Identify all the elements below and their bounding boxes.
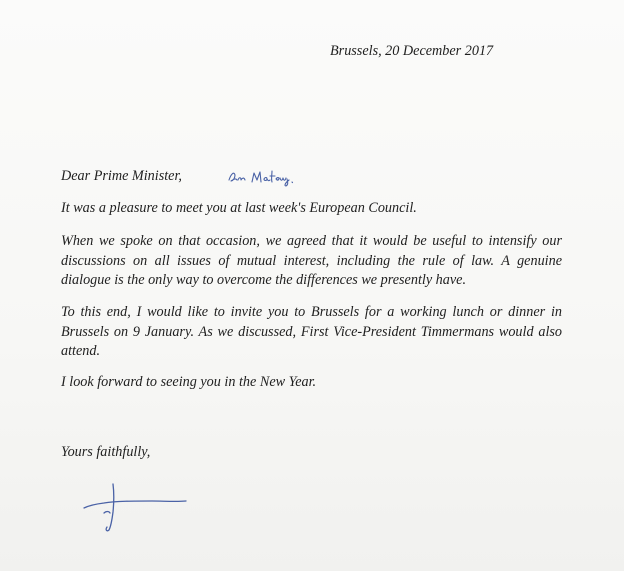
handwritten-greeting (226, 166, 296, 188)
date-line: Brussels, 20 December 2017 (330, 43, 494, 59)
signature (82, 478, 192, 534)
salutation: Dear Prime Minister, (61, 168, 182, 184)
paragraph-1: It was a pleasure to meet you at last week's European Council. (61, 200, 417, 216)
paragraph-2: When we spoke on that occasion, we agreed that it would be useful to intensify our discussions on all issues of mutual interest, including the rule of law. A genuine dialogue is the only way to overcome the differences we presently have. (61, 233, 562, 288)
paragraph-4: I look forward to seeing you in the New Year. (61, 374, 317, 390)
closing: Yours faithfully, (61, 444, 151, 460)
paragraph-3: To this end, I would like to invite you to Brussels for a working lunch or dinner in Brussels on 9 January. As we discussed, First Vice-President Timmermans would also attend. (61, 304, 562, 359)
